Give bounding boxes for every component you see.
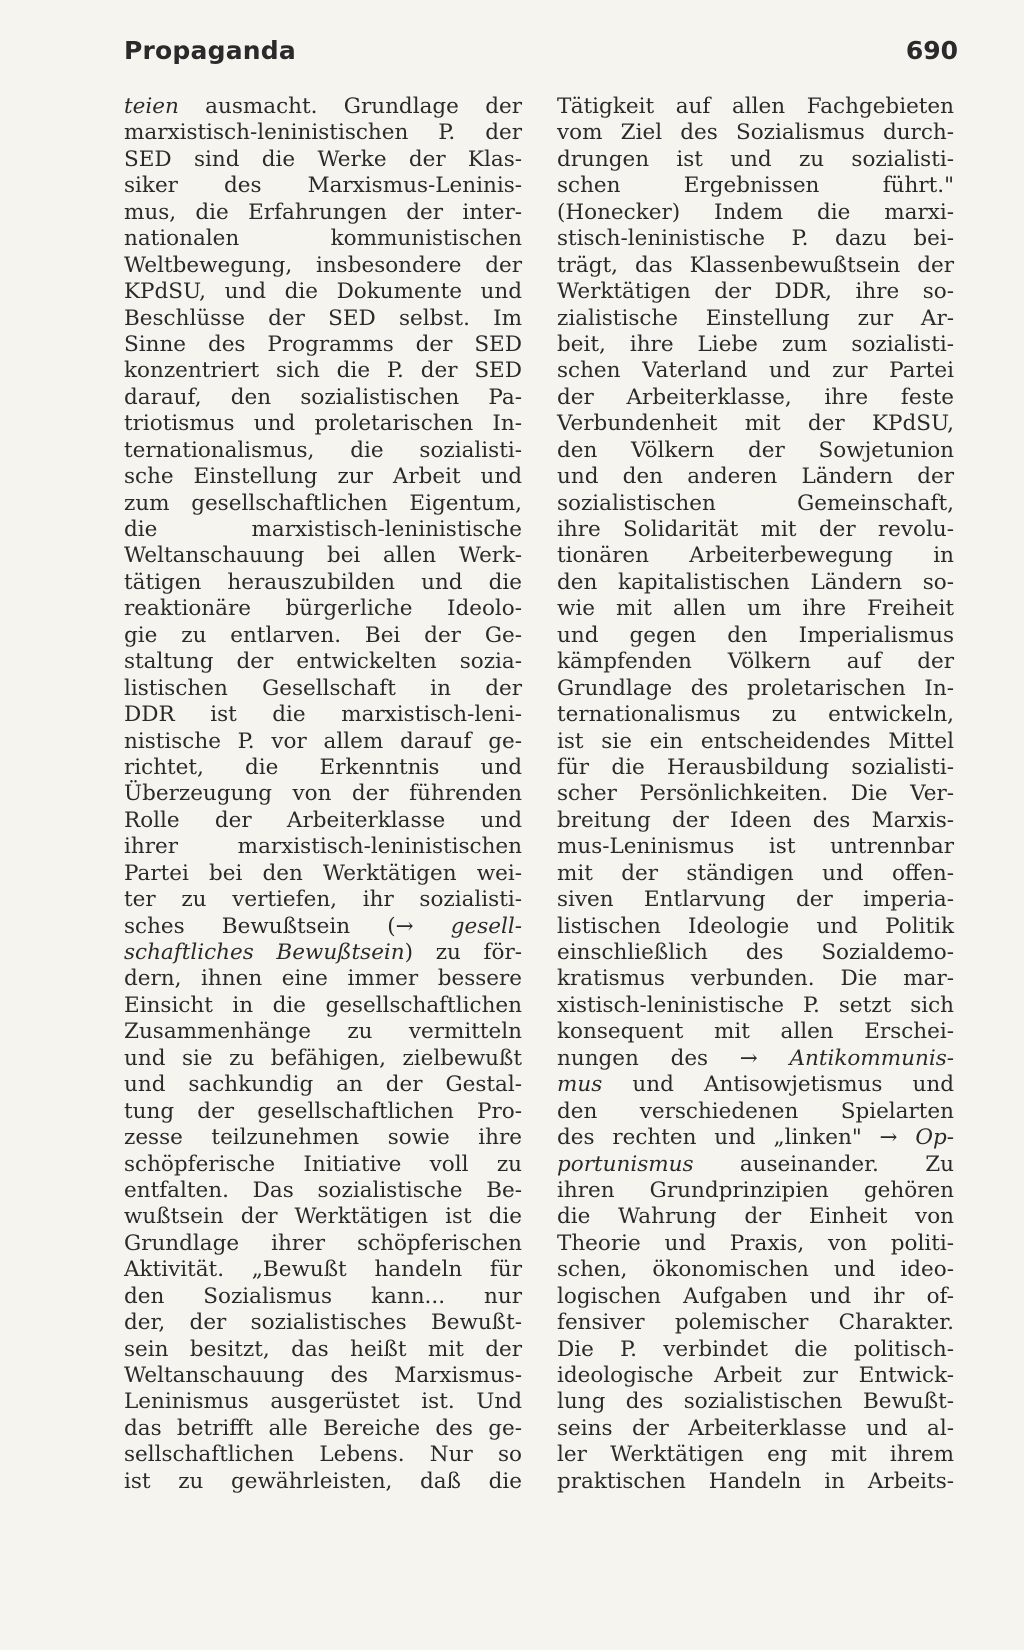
text-line: Partei bei den Werktätigen wei- [124, 860, 522, 886]
text-line: der Arbeiterklasse, ihre feste [557, 384, 954, 410]
text-line: Die P. verbindet die politisch- [557, 1336, 954, 1362]
text-line: portunismus auseinander. Zu [557, 1151, 954, 1177]
text-line: der, der sozialistisches Bewußt- [124, 1310, 522, 1336]
text-line: zum gesellschaftlichen Eigentum, [124, 490, 522, 516]
text-line: die marxistisch-leninistische [124, 517, 522, 542]
text-line: einschließlich des Sozialdemo- [557, 940, 954, 965]
text-line: Überzeugung von der führenden [124, 781, 522, 807]
text-line: wußtsein der Werktätigen ist die [124, 1204, 522, 1230]
text-line: seins der Arbeiterklasse und al- [557, 1415, 954, 1441]
text-line: die Wahrung der Einheit von [557, 1204, 954, 1230]
text-line: DDR ist die marxistisch-leni- [124, 702, 522, 728]
text-line: sozialistischen Gemeinschaft, [557, 490, 954, 516]
text-line: schen Vaterland und zur Partei [557, 358, 954, 384]
text-line: zialistische Einstellung zur Ar- [557, 305, 954, 331]
text-line: mus-Leninismus ist untrennbar [557, 834, 954, 860]
text-line: kratismus verbunden. Die mar- [557, 966, 954, 992]
text-line: marxistisch-leninistischen P. der [124, 120, 522, 146]
text-line: Theorie und Praxis, von politi- [557, 1230, 954, 1256]
text-line: darauf, den sozialistischen Pa- [124, 384, 522, 410]
page-number: 690 [905, 36, 958, 65]
text-line: breitung der Ideen des Marxis- [557, 807, 954, 833]
text-line: kämpfenden Völkern auf der [557, 649, 954, 675]
text-line: beit, ihre Liebe zum sozialisti- [557, 331, 954, 357]
text-line: tung der gesellschaftlichen Pro- [124, 1098, 522, 1124]
text-line: xistisch-leninistische P. setzt sich [557, 992, 954, 1018]
text-line: vom Ziel des Sozialismus durch- [557, 120, 954, 146]
text-line: Leninismus ausgerüstet ist. Und [124, 1389, 522, 1415]
text-line: konsequent mit allen Erschei- [557, 1019, 954, 1045]
text-line: ihre Solidarität mit der revolu- [557, 517, 954, 542]
text-line: Weltanschauung des Marxismus- [124, 1363, 522, 1388]
text-line: siker des Marxismus-Leninis- [124, 173, 522, 199]
text-line: ist sie ein entscheidendes Mittel [557, 728, 954, 754]
text-line: tätigen herauszubilden und die [124, 569, 522, 595]
text-line: teien ausmacht. Grundlage der [124, 94, 522, 119]
text-line: siven Entlarvung der imperia- [557, 887, 954, 913]
text-line: nistische P. vor allem darauf ge- [124, 728, 522, 754]
text-line: gie zu entlarven. Bei der Ge- [124, 622, 522, 648]
text-line: reaktionäre bürgerliche Ideolo- [124, 596, 522, 622]
text-line: listischen Gesellschaft in der [124, 675, 522, 701]
text-line: triotismus und proletarischen In- [124, 411, 522, 437]
text-line: Einsicht in die gesellschaftlichen [124, 992, 522, 1018]
text-line: konzentriert sich die P. der SED [124, 358, 522, 384]
text-line: Grundlage des proletarischen In- [557, 675, 954, 701]
entry-keyword-header: Propaganda [124, 36, 296, 65]
text-line: nungen des → Antikommunis- [557, 1045, 954, 1071]
text-line: sellschaftlichen Lebens. Nur so [124, 1442, 522, 1468]
text-line: dern, ihnen eine immer bessere [124, 966, 522, 992]
text-line: fensiver polemischer Charakter. [557, 1310, 954, 1336]
text-line: schen, ökonomischen und ideo- [557, 1257, 954, 1283]
text-line: Weltbewegung, insbesondere der [124, 252, 522, 278]
text-line: drungen ist und zu sozialisti- [557, 146, 954, 172]
text-line: ihren Grundprinzipien gehören [557, 1177, 954, 1203]
text-line: und gegen den Imperialismus [557, 622, 954, 648]
text-line: und sie zu befähigen, zielbewußt [124, 1045, 522, 1071]
text-line: schöpferische Initiative voll zu [124, 1151, 522, 1177]
text-line: das betrifft alle Bereiche des ge- [124, 1415, 522, 1441]
text-line: sches Bewußtsein (→ gesell- [124, 913, 522, 939]
text-line: lung des sozialistischen Bewußt- [557, 1389, 954, 1415]
text-line: den Völkern der Sowjetunion [557, 437, 954, 463]
text-line: ternationalismus zu entwickeln, [557, 702, 954, 728]
text-line: scher Persönlichkeiten. Die Ver- [557, 781, 954, 807]
text-line: für die Herausbildung sozialisti- [557, 754, 954, 780]
text-line: schen Ergebnissen führt." [557, 173, 954, 199]
text-line: Aktivität. „Bewußt handeln für [124, 1257, 522, 1283]
text-line: Beschlüsse der SED selbst. Im [124, 305, 522, 331]
text-line: SED sind die Werke der Klas- [124, 146, 522, 172]
text-line: Sinne des Programms der SED [124, 331, 522, 357]
text-line: Rolle der Arbeiterklasse und [124, 807, 522, 833]
text-line: sein besitzt, das heißt mit der [124, 1336, 522, 1362]
text-line: Tätigkeit auf allen Fachgebieten [557, 94, 954, 119]
text-line: Zusammenhänge zu vermitteln [124, 1019, 522, 1045]
text-line: stisch-leninistische P. dazu bei- [557, 226, 954, 252]
text-line: praktischen Handeln in Arbeits- [557, 1468, 954, 1494]
text-line: ler Werktätigen eng mit ihrem [557, 1442, 954, 1468]
text-line: mus und Antisowjetismus und [557, 1072, 954, 1098]
text-line: mus, die Erfahrungen der inter- [124, 199, 522, 225]
text-line: entfalten. Das sozialistische Be- [124, 1177, 522, 1203]
running-header [124, 36, 958, 76]
text-line: und den anderen Ländern der [557, 464, 954, 490]
text-line: listischen Ideologie und Politik [557, 913, 954, 939]
text-line: nationalen kommunistischen [124, 226, 522, 252]
text-line: ter zu vertiefen, ihr sozialisti- [124, 887, 522, 913]
text-line: ihrer marxistisch-leninistischen [124, 834, 522, 860]
text-line: trägt, das Klassenbewußtsein der [557, 252, 954, 278]
text-line: ist zu gewährleisten, daß die [124, 1468, 522, 1494]
text-line: Grundlage ihrer schöpferischen [124, 1230, 522, 1256]
text-column-left [124, 94, 522, 1495]
text-line: KPdSU, und die Dokumente und [124, 279, 522, 305]
text-line: Verbundenheit mit der KPdSU, [557, 411, 954, 437]
text-line: schaftliches Bewußtsein) zu för- [124, 940, 522, 965]
text-line: Weltanschauung bei allen Werk- [124, 543, 522, 569]
text-line: den verschiedenen Spielarten [557, 1098, 954, 1124]
text-line: ideologische Arbeit zur Entwick- [557, 1363, 954, 1388]
text-line: den Sozialismus kann... nur [124, 1283, 522, 1309]
text-line: logischen Aufgaben und ihr of- [557, 1283, 954, 1309]
text-line: wie mit allen um ihre Freiheit [557, 596, 954, 622]
text-line: des rechten und „linken" → Op- [557, 1125, 954, 1151]
text-line: (Honecker) Indem die marxi- [557, 199, 954, 225]
text-line: staltung der entwickelten sozia- [124, 649, 522, 675]
text-column-right [557, 94, 954, 1495]
text-line: und sachkundig an der Gestal- [124, 1072, 522, 1098]
text-line: tionären Arbeiterbewegung in [557, 543, 954, 569]
text-line: Werktätigen der DDR, ihre so- [557, 279, 954, 305]
text-line: ternationalismus, die sozialisti- [124, 437, 522, 463]
text-line: zesse teilzunehmen sowie ihre [124, 1125, 522, 1151]
text-line: richtet, die Erkenntnis und [124, 754, 522, 780]
text-line: mit der ständigen und offen- [557, 860, 954, 886]
text-line: sche Einstellung zur Arbeit und [124, 464, 522, 490]
text-line: den kapitalistischen Ländern so- [557, 569, 954, 595]
